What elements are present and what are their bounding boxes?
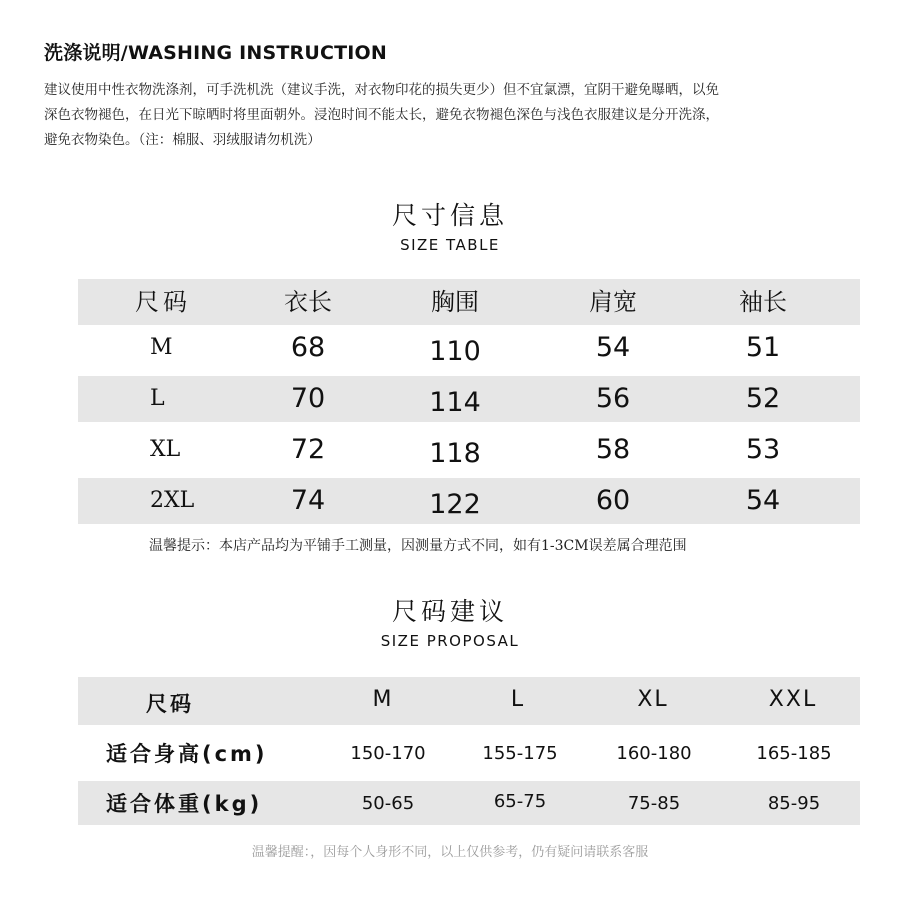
height-label: 适合身高(cm) xyxy=(106,742,268,766)
chest-cell: 122 xyxy=(429,489,481,520)
weight-cell: 85-95 xyxy=(767,793,821,814)
size-cell: L xyxy=(150,386,165,411)
header-shoulder: 肩宽 xyxy=(589,288,637,316)
size-cell: XL xyxy=(150,437,181,462)
header-sleeve: 袖长 xyxy=(739,288,787,316)
weight-cell: 50-65 xyxy=(361,793,415,814)
size-table-note: 温馨提示：本店产品均为平铺手工测量，因测量方式不同，如有1-3CM误差属合理范围 xyxy=(149,538,687,554)
size-cell: 2XL xyxy=(150,488,195,513)
header-xl: XL xyxy=(637,687,669,712)
header-length: 衣长 xyxy=(284,288,332,316)
washing-line: 深色衣物褪色，在日光下晾晒时将里面朝外。浸泡时间不能太长，避免衣物褪色深色与浅色衣服建议是分开洗涤， xyxy=(44,107,719,123)
washing-title: 洗涤说明/WASHING INSTRUCTION xyxy=(44,42,388,64)
washing-text xyxy=(44,78,886,153)
size-table-header-row xyxy=(78,279,860,325)
chest-cell: 118 xyxy=(429,438,481,469)
shoulder-cell: 60 xyxy=(595,485,631,516)
weight-cell: 75-85 xyxy=(627,793,681,814)
size-table-title: 尺寸信息 xyxy=(391,201,508,230)
header-m: M xyxy=(372,687,394,712)
height-cell: 150-170 xyxy=(350,743,426,764)
sleeve-cell: 51 xyxy=(745,332,781,363)
height-cell: 160-180 xyxy=(616,743,692,764)
header-l: L xyxy=(510,687,526,712)
header-chest: 胸围 xyxy=(431,288,479,316)
weight-label: 适合体重(kg) xyxy=(106,792,263,816)
header-xxl: XXL xyxy=(768,687,818,712)
proposal-header-row xyxy=(78,677,860,725)
table-row xyxy=(78,731,860,777)
table-row xyxy=(78,427,860,473)
size-table-subtitle: SIZE TABLE xyxy=(400,236,500,254)
shoulder-cell: 54 xyxy=(595,332,631,363)
sleeve-cell: 52 xyxy=(745,383,781,414)
washing-line: 建议使用中性衣物洗涤剂，可手洗机洗（建议手洗，对衣物印花的损失更少）但不宜氯漂，宜阴干避免曝晒，以免 xyxy=(44,82,719,98)
header-size: 尺码 xyxy=(146,692,194,716)
washing-line: 避免衣物染色。（注：棉服、羽绒服请勿机洗） xyxy=(44,132,321,148)
size-proposal-note: 温馨提醒：，因每个人身形不同，以上仅供参考，仍有疑问请联系客服 xyxy=(251,845,649,860)
size-proposal-subtitle: SIZE PROPOSAL xyxy=(380,632,520,650)
length-cell: 72 xyxy=(290,434,326,465)
header-size: 尺码 xyxy=(135,288,191,316)
height-cell: 165-185 xyxy=(756,743,832,764)
weight-cell: 65-75 xyxy=(493,791,547,812)
chest-cell: 110 xyxy=(429,336,481,367)
height-cell: 155-175 xyxy=(482,743,558,764)
size-proposal-title: 尺码建议 xyxy=(391,597,508,626)
sleeve-cell: 54 xyxy=(745,485,781,516)
length-cell: 68 xyxy=(290,332,326,363)
chest-cell: 114 xyxy=(429,387,481,418)
length-cell: 70 xyxy=(290,383,326,414)
table-row xyxy=(78,376,860,422)
table-row xyxy=(78,478,860,524)
table-row xyxy=(78,325,860,371)
length-cell: 74 xyxy=(290,485,326,516)
shoulder-cell: 56 xyxy=(595,383,631,414)
size-cell: M xyxy=(150,335,173,360)
table-row xyxy=(78,781,860,825)
shoulder-cell: 58 xyxy=(595,434,631,465)
sleeve-cell: 53 xyxy=(745,434,781,465)
